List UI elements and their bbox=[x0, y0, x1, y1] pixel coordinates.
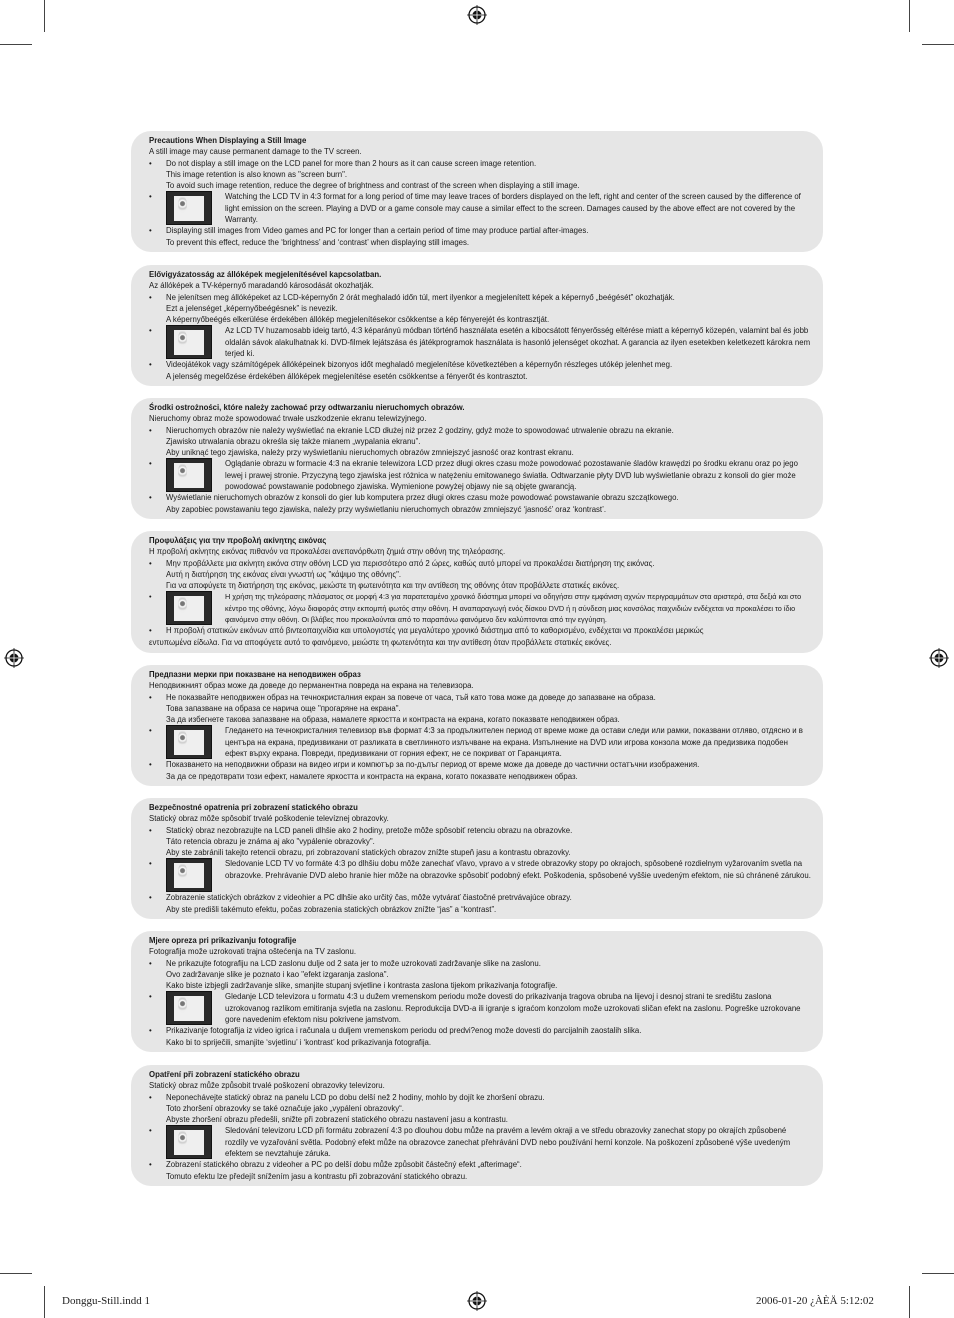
section-intro: Statický obraz může způsobit trvalé poškození obrazovky televizoru. bbox=[149, 1081, 385, 1091]
bullet-icon: • bbox=[149, 292, 152, 302]
bullet-subtext: Abyste zhoršení obrazu předešli, snižte při zobrazení statického obrazu nastavení jasu a kontrastu. bbox=[166, 1115, 508, 1125]
bullet-item bbox=[149, 158, 811, 192]
section-title: Mjere opreza pri prikazivanju fotografije bbox=[149, 936, 297, 945]
bullet-icon: • bbox=[149, 558, 152, 568]
tv-screen-icon bbox=[166, 858, 212, 892]
bullet-text: Ne prikazujte fotografiju na LCD zaslonu dulje od 2 sata jer to može uzrokovati zadržavanje slike na zaslonu. bbox=[166, 958, 541, 968]
bullet-item-with-image bbox=[149, 1125, 811, 1159]
bullet-subtext: Ovo zadržavanje slike je poznato i kao "efekt izgaranja zaslona". bbox=[166, 969, 389, 979]
bullet-subtext: Για να αποφύγετε τη διατήρηση της εικόνας, μειώστε τη φωτεινότητα και την αντίθεση της οθόνης όταν προβάλλετε στατικές εικόνες. bbox=[166, 581, 620, 591]
bullet-text: Watching the LCD TV in 4:3 format for a long period of time may leave traces of borders displayed on the left, right and center of the screen caused by the difference of light emission on the screen. Playing a DVD or a game console may cause a similar effect to the screen. Damages caused by the above effect are not covered by the Warranty. bbox=[225, 192, 801, 225]
bullet-subtext: Ezt a jelenséget „képernyőbeégésnek” is nevezik. bbox=[166, 303, 338, 313]
bullet-item-with-image bbox=[149, 858, 811, 892]
section-title: Προφυλάξεις για την προβολή ακίνητης εικόνας bbox=[149, 536, 327, 545]
bullet-subtext: Aby uniknąć tego zjawiska, należy przy wyświetlaniu nieruchomych obrazów zmniejszyć jasność oraz kontrast ekranu. bbox=[166, 448, 574, 458]
bullet-icon: • bbox=[149, 1026, 152, 1036]
crop-mark bbox=[44, 1286, 45, 1318]
bullet-icon: • bbox=[149, 226, 152, 236]
footer-timestamp: 2006-01-20 ¿ÀÈÄ 5:12:02 bbox=[756, 1295, 874, 1307]
crop-mark bbox=[44, 0, 45, 32]
bullet-icon: • bbox=[149, 1092, 152, 1102]
bullet-text: Гледането на течнокристалния телевизор във формат 4:3 за продължителен период от време може да остави следи или рамки, показвани отляво, отдясно и в центъра на екрана, предизвикани от разликата в светлинното излъчване на екрана. Изпълнение на DVD или игрова конзола може да предизвика подобен ефект върху екрана. Повреди, предизвикани от горния ефект, не се покриват от Гаранцията. bbox=[225, 726, 803, 759]
bullet-subtext: Kako bi to spriječili, smanjite ‘svjetlinu’ i ‘kontrast’ kod prikazivanja fotografija. bbox=[166, 1037, 432, 1047]
bullet-text: Displaying still images from Video games and PC for longer than a certain period of time may produce partial after-images. bbox=[166, 226, 589, 236]
bullet-text: Показването на неподвижни образи на видео игри и компютър за по-дълъг период от време може да доведе до частични остатъчни изображения. bbox=[166, 760, 700, 770]
bullet-text: Η προβολή στατικών εικόνων από βιντεοπαιχνίδια και υπολογιστές για μεγαλύτερο χρονικό διάστημα από το καθορισμένο, ενδέχεται να προκαλέσει μερικώς bbox=[166, 626, 704, 636]
bullet-subtext: За да избегнете такова запазване на образа, намалете яркостта и контраста на екрана, когато показвате неподвижен образ. bbox=[166, 715, 620, 725]
bullet-icon: • bbox=[149, 992, 152, 1002]
bullet-icon: • bbox=[149, 760, 152, 770]
section-title: Elővigyázatosság az állóképek megjelenítésével kapcsolatban. bbox=[149, 270, 382, 279]
bullet-icon: • bbox=[149, 459, 152, 469]
bullet-icon: • bbox=[149, 1126, 152, 1136]
bullet-subtext: This image retention is also known as "screen burn". bbox=[166, 169, 348, 179]
crop-mark bbox=[922, 44, 954, 45]
section-title: Opatření při zobrazení statického obrazu bbox=[149, 1070, 300, 1079]
registration-mark-icon bbox=[467, 5, 487, 25]
section-panel-polish bbox=[131, 398, 823, 519]
section-panel-slovak bbox=[131, 798, 823, 919]
bullet-icon: • bbox=[149, 326, 152, 336]
bullet-text: Prikazivanje fotografija iz video igrica i računala u duljem vremenskom periodu od predvi?enog može dovesti do parcijalnih zaostalih slika. bbox=[166, 1026, 642, 1036]
bullet-text: Videojátékok vagy számítógépek állóképeinek bizonyos időt meghaladó megjelenítése következtében a képernyőn részleges utókép jelenhet meg. bbox=[166, 360, 673, 370]
bullet-icon: • bbox=[149, 1160, 152, 1170]
crop-mark bbox=[922, 1273, 954, 1274]
bullet-text: Η χρήση της τηλεόρασης πλάσματος σε μορφή 4:3 για παρατεταμένο χρονικό διάστημα μπορεί να οδηγήσει στην εμφάνιση αχνών περιγραμμάτων στα αριστερά, στα δεξιά και στο κέντρο της οθόνης, λόγω διαφοράς στην εκπομπή φωτός στην οθόνη. Η αναπαραγωγή ενός δίσκου DVD ή η σύνδεση μιας κονσόλας παιχνιδιών ενδέχεται να προκαλέσει το ίδιο φαινόμενο στην οθόνη. Οι βλάβες που προκαλούνται από το παραπάνω φαινόμενο δεν καλύπτονται από την εγγύηση. bbox=[225, 592, 802, 625]
bullet-text: Az LCD TV huzamosabb ideig tartó, 4:3 képarányú módban történő használata esetén a kibocsátott fényerősség eltérése miatt a képernyő közepén, valamint bal és jobb oldalán sávok alakulhatnak ki. DVD-filmek lejátszása és játékprogramok használata is hasonló jelenséget okozhat. A garancia az ilyen esetekben keletkezett károkra nem terjed ki. bbox=[225, 326, 811, 359]
section-panel-czech bbox=[131, 1065, 823, 1186]
bullet-item-with-image bbox=[149, 325, 811, 359]
bullet-text: Ne jelenítsen meg állóképeket az LCD-képernyőn 2 órát meghaladó időn túl, mert ilyenkor a megjelenített képek a képernyő „beégését” okozhatják. bbox=[166, 292, 675, 302]
crop-mark bbox=[909, 0, 910, 32]
bullet-item-with-image bbox=[149, 458, 811, 492]
section-panel-croatian bbox=[131, 931, 823, 1052]
bullet-icon: • bbox=[149, 493, 152, 503]
bullet-icon: • bbox=[149, 425, 152, 435]
bullet-icon: • bbox=[149, 958, 152, 968]
bullet-subtext: Kako biste izbjegli zadržavanje slike, smanjite stupanj svjetline i kontrasta zaslona tijekom prikazivanja fotografije. bbox=[166, 981, 558, 991]
section-intro: Fotografija može uzrokovati trajna oštećenja na TV zaslonu. bbox=[149, 947, 357, 957]
bullet-icon: • bbox=[149, 158, 152, 168]
bullet-text: Wyświetlanie nieruchomych obrazów z konsoli do gier lub komputera przez długi okres czasu może powodować powstawanie obrazu szczątkowego. bbox=[166, 493, 679, 503]
tv-screen-icon bbox=[166, 191, 212, 225]
bullet-icon: • bbox=[149, 626, 152, 636]
bullet-subtext: Toto zhoršení obrazovky se také označuje jako „vypálení obrazovky“. bbox=[166, 1103, 404, 1113]
bullet-subtext: Αυτή η διατήρηση της εικόνας είναι γνωστή ως "κάψιμο της οθόνης". bbox=[166, 569, 402, 579]
section-intro: Неподвижният образ може да доведе до перманентна повреда на екрана на телевизора. bbox=[149, 681, 474, 691]
tv-screen-icon bbox=[166, 325, 212, 359]
tv-screen-icon bbox=[166, 991, 212, 1025]
bullet-item bbox=[149, 759, 811, 782]
bullet-subtext: За да се предотврати този ефект, намалете яркостта и контраста на екрана, когато показвате неподвижен образ. bbox=[166, 771, 578, 781]
bullet-item bbox=[149, 1092, 811, 1126]
bullet-item-with-image bbox=[149, 725, 811, 759]
bullet-text: Не показвайте неподвижен образ на течнокристалния екран за повече от часа, тъй като това може да доведе до запазване на образа. bbox=[166, 692, 656, 702]
bullet-icon: • bbox=[149, 859, 152, 869]
bullet-item bbox=[149, 558, 811, 592]
bullet-subtext: Aby zapobiec powstawaniu tego zjawiska, należy przy wyświetlaniu nieruchomych obrazów zmniejszyć ‘jasność’ oraz ‘kontrast’. bbox=[166, 504, 606, 514]
bullet-icon: • bbox=[149, 825, 152, 835]
bullet-item-with-image bbox=[149, 191, 811, 225]
section-intro: Az állóképek a TV-képernyő maradandó károsodását okozhatják. bbox=[149, 281, 374, 291]
section-title: Предпазни мерки при показване на неподвижен образ bbox=[149, 670, 361, 679]
section-panel-hungarian bbox=[131, 265, 823, 386]
bullet-icon: • bbox=[149, 592, 152, 602]
bullet-subtext: Aby ste predišli takémuto efektu, počas zobrazenia statických obrázkov znížte “jas” a “kontrast”. bbox=[166, 904, 497, 914]
bullet-subtext: A képernyőbeégés elkerülése érdekében állókép megjelenítésekor csökkentse a kép fényerejét és kontrasztját. bbox=[166, 315, 550, 325]
bullet-subtext: Táto retencia obrazu je známa aj ako "vypálenie obrazovky". bbox=[166, 836, 375, 846]
bullet-subtext: εντυπωμένα είδωλα. Για να αποφύγετε αυτό το φαινόμενο, μειώστε τη φωτεινότητα και την αντίθεση όταν προβάλλετε στατικές εικόνες. bbox=[149, 637, 612, 647]
bullet-text: Sledovanie LCD TV vo formáte 4:3 po dlhšiu dobu môže zanechať vľavo, vpravo a v strede obrazovky stopy po okrajoch, spôsobené rozdielnym vyžarovaním svetla na obrazovke. Prehrávanie DVD alebo hranie hier môže na obrazovke spôsobiť podobný efekt. Poškodenia, spôsobené vyššie uvedeným efektom, nie sú chránené zárukou. bbox=[225, 859, 811, 880]
section-panel-greek bbox=[131, 531, 823, 653]
bullet-subtext: To prevent this effect, reduce the ‘brightness’ and ‘contrast’ when displaying still images. bbox=[166, 237, 470, 247]
crop-mark bbox=[0, 44, 32, 45]
bullet-icon: • bbox=[149, 192, 152, 202]
section-intro: A still image may cause permanent damage to the TV screen. bbox=[149, 147, 362, 157]
bullet-icon: • bbox=[149, 692, 152, 702]
section-intro: Nieruchomy obraz może spowodować trwałe uszkodzenie ekranu telewizyjnego. bbox=[149, 414, 427, 424]
bullet-icon: • bbox=[149, 893, 152, 903]
crop-mark bbox=[0, 1273, 32, 1274]
section-intro: Statický obraz môže spôsobiť trvalé poškodenie televíznej obrazovky. bbox=[149, 814, 389, 824]
footer-filename: Donggu-Still.indd 1 bbox=[62, 1295, 151, 1307]
bullet-item bbox=[149, 492, 811, 515]
bullet-item bbox=[149, 1025, 811, 1048]
bullet-subtext: Aby ste zabránili takejto retencii obrazu, pri zobrazovaní statických obrazov znížte stupeň jasu a kontrastu obrazovky. bbox=[166, 848, 571, 858]
bullet-item bbox=[149, 425, 811, 459]
bullet-subtext: A jelenség megelőzése érdekében állóképek megjelenítése esetén csökkentse a fényerőt és kontrasztot. bbox=[166, 371, 528, 381]
bullet-item bbox=[149, 625, 811, 648]
section-intro: Η προβολή ακίνητης εικόνας πιθανόν να προκαλέσει ανεπανόρθωτη ζημιά στην οθόνη της τηλεόρασης. bbox=[149, 547, 506, 557]
bullet-item bbox=[149, 892, 811, 915]
bullet-text: Zobrazenie statických obrázkov z videohier a PC dlhšie ako určitý čas, môže vytvárať čiastočné pretrvávajúce obrazy. bbox=[166, 893, 572, 903]
bullet-item bbox=[149, 359, 811, 382]
bullet-text: Do not display a still image on the LCD panel for more than 2 hours as it can cause screen image retention. bbox=[166, 158, 537, 168]
registration-mark-icon bbox=[929, 648, 949, 668]
bullet-item bbox=[149, 692, 811, 726]
tv-screen-icon bbox=[166, 1125, 212, 1159]
bullet-text: Neponechávejte statický obraz na panelu LCD po dobu delší než 2 hodiny, mohlo by dojít ke zhoršení obrazu. bbox=[166, 1092, 545, 1102]
bullet-subtext: Zjawisko utrwalania obrazu określa się także mianem „wypalania ekranu”. bbox=[166, 436, 421, 446]
bullet-icon: • bbox=[149, 726, 152, 736]
crop-mark bbox=[909, 1286, 910, 1318]
bullet-text: Gledanje LCD televizora u formatu 4:3 u dužem vremenskom periodu može dovesti do prikazivanja tragova obruba na lijevoj i desnoj strani te središtu zaslona uzrokovanog razlikom emitiranja svjetla na zaslonu. Reprodukcija DVD-a ili igranje s igraćom konzolom može uzrokovati sličan efekt na zaslonu. Pogreške uzrokovane gore navedenim efektom nisu pokrivene jamstvom. bbox=[225, 992, 801, 1025]
bullet-item-with-image bbox=[149, 591, 811, 625]
bullet-text: Nieruchomych obrazów nie należy wyświetlać na ekranie LCD dłużej niż przez 2 godziny, gdyż może to spowodować utrwalenie obrazu na ekranie. bbox=[166, 425, 674, 435]
bullet-icon: • bbox=[149, 360, 152, 370]
bullet-item-with-image bbox=[149, 991, 811, 1025]
bullet-text: Statický obraz nezobrazujte na LCD paneli dlhšie ako 2 hodiny, pretože môže spôsobiť retenciu obrazu na obrazovke. bbox=[166, 825, 573, 835]
bullet-item bbox=[149, 1159, 811, 1182]
bullet-item bbox=[149, 958, 811, 992]
section-title: Precautions When Displaying a Still Image bbox=[149, 136, 307, 145]
bullet-text: Sledování televizoru LCD při formátu zobrazení 4:3 po dlouhou dobu může na pravém a levém okraji a ve středu obrazovky zanechat stopy po okrajích způsobené rozdíly ve vyzařování světla. Podobný efekt může na obrazovce zanechat přehrávání DVD nebo používání herní konzole. Na poškození způsobené výše uvedeným efektem se nevztahuje záruka. bbox=[225, 1126, 791, 1159]
bullet-item bbox=[149, 292, 811, 326]
bullet-subtext: Tomuto efektu lze předejít snížením jasu a kontrastu při zobrazování statického obrazu. bbox=[166, 1171, 468, 1181]
registration-mark-icon bbox=[4, 648, 24, 668]
tv-screen-icon bbox=[166, 725, 212, 759]
tv-screen-icon bbox=[166, 458, 212, 492]
tv-screen-icon bbox=[166, 591, 212, 625]
section-title: Środki ostrożności, które należy zachować przy odtwarzaniu nieruchomych obrazów. bbox=[149, 403, 465, 412]
bullet-text: Zobrazení statického obrazu z videoher a PC po delší dobu může způsobit částečný efekt „afterimage“. bbox=[166, 1160, 522, 1170]
registration-mark-icon bbox=[467, 1291, 487, 1311]
bullet-subtext: Това запазване на образа се нарича още "прогаряне на екрана". bbox=[166, 703, 401, 713]
bullet-item bbox=[149, 825, 811, 859]
section-title: Bezpečnostné opatrenia pri zobrazení statického obrazu bbox=[149, 803, 358, 812]
section-panel-bulgarian bbox=[131, 665, 823, 786]
section-panel-english bbox=[131, 131, 823, 252]
bullet-item bbox=[149, 225, 811, 248]
bullet-text: Μην προβάλλετε μια ακίνητη εικόνα στην οθόνη LCD για περισσότερο από 2 ώρες, καθώς αυτό μπορεί να προκαλέσει διατήρηση της εικόνας. bbox=[166, 558, 655, 568]
bullet-subtext: To avoid such image retention, reduce the degree of brightness and contrast of the screen when displaying a still image. bbox=[166, 181, 580, 191]
bullet-text: Oglądanie obrazu w formacie 4:3 na ekranie telewizora LCD przez długi okres czasu może powodować pozostawanie śladów krawędzi po środku ekranu oraz po jego lewej i prawej stronie. Przyczyną tego zjawiska jest różnica w natężeniu emitowanego światła. Odtwarzanie płyty DVD lub wyświetlanie obrazu z konsoli do gier może powodować powstawanie podobnego zjawiska. Wymienione powyżej objawy nie są objęte gwarancją. bbox=[225, 459, 798, 492]
